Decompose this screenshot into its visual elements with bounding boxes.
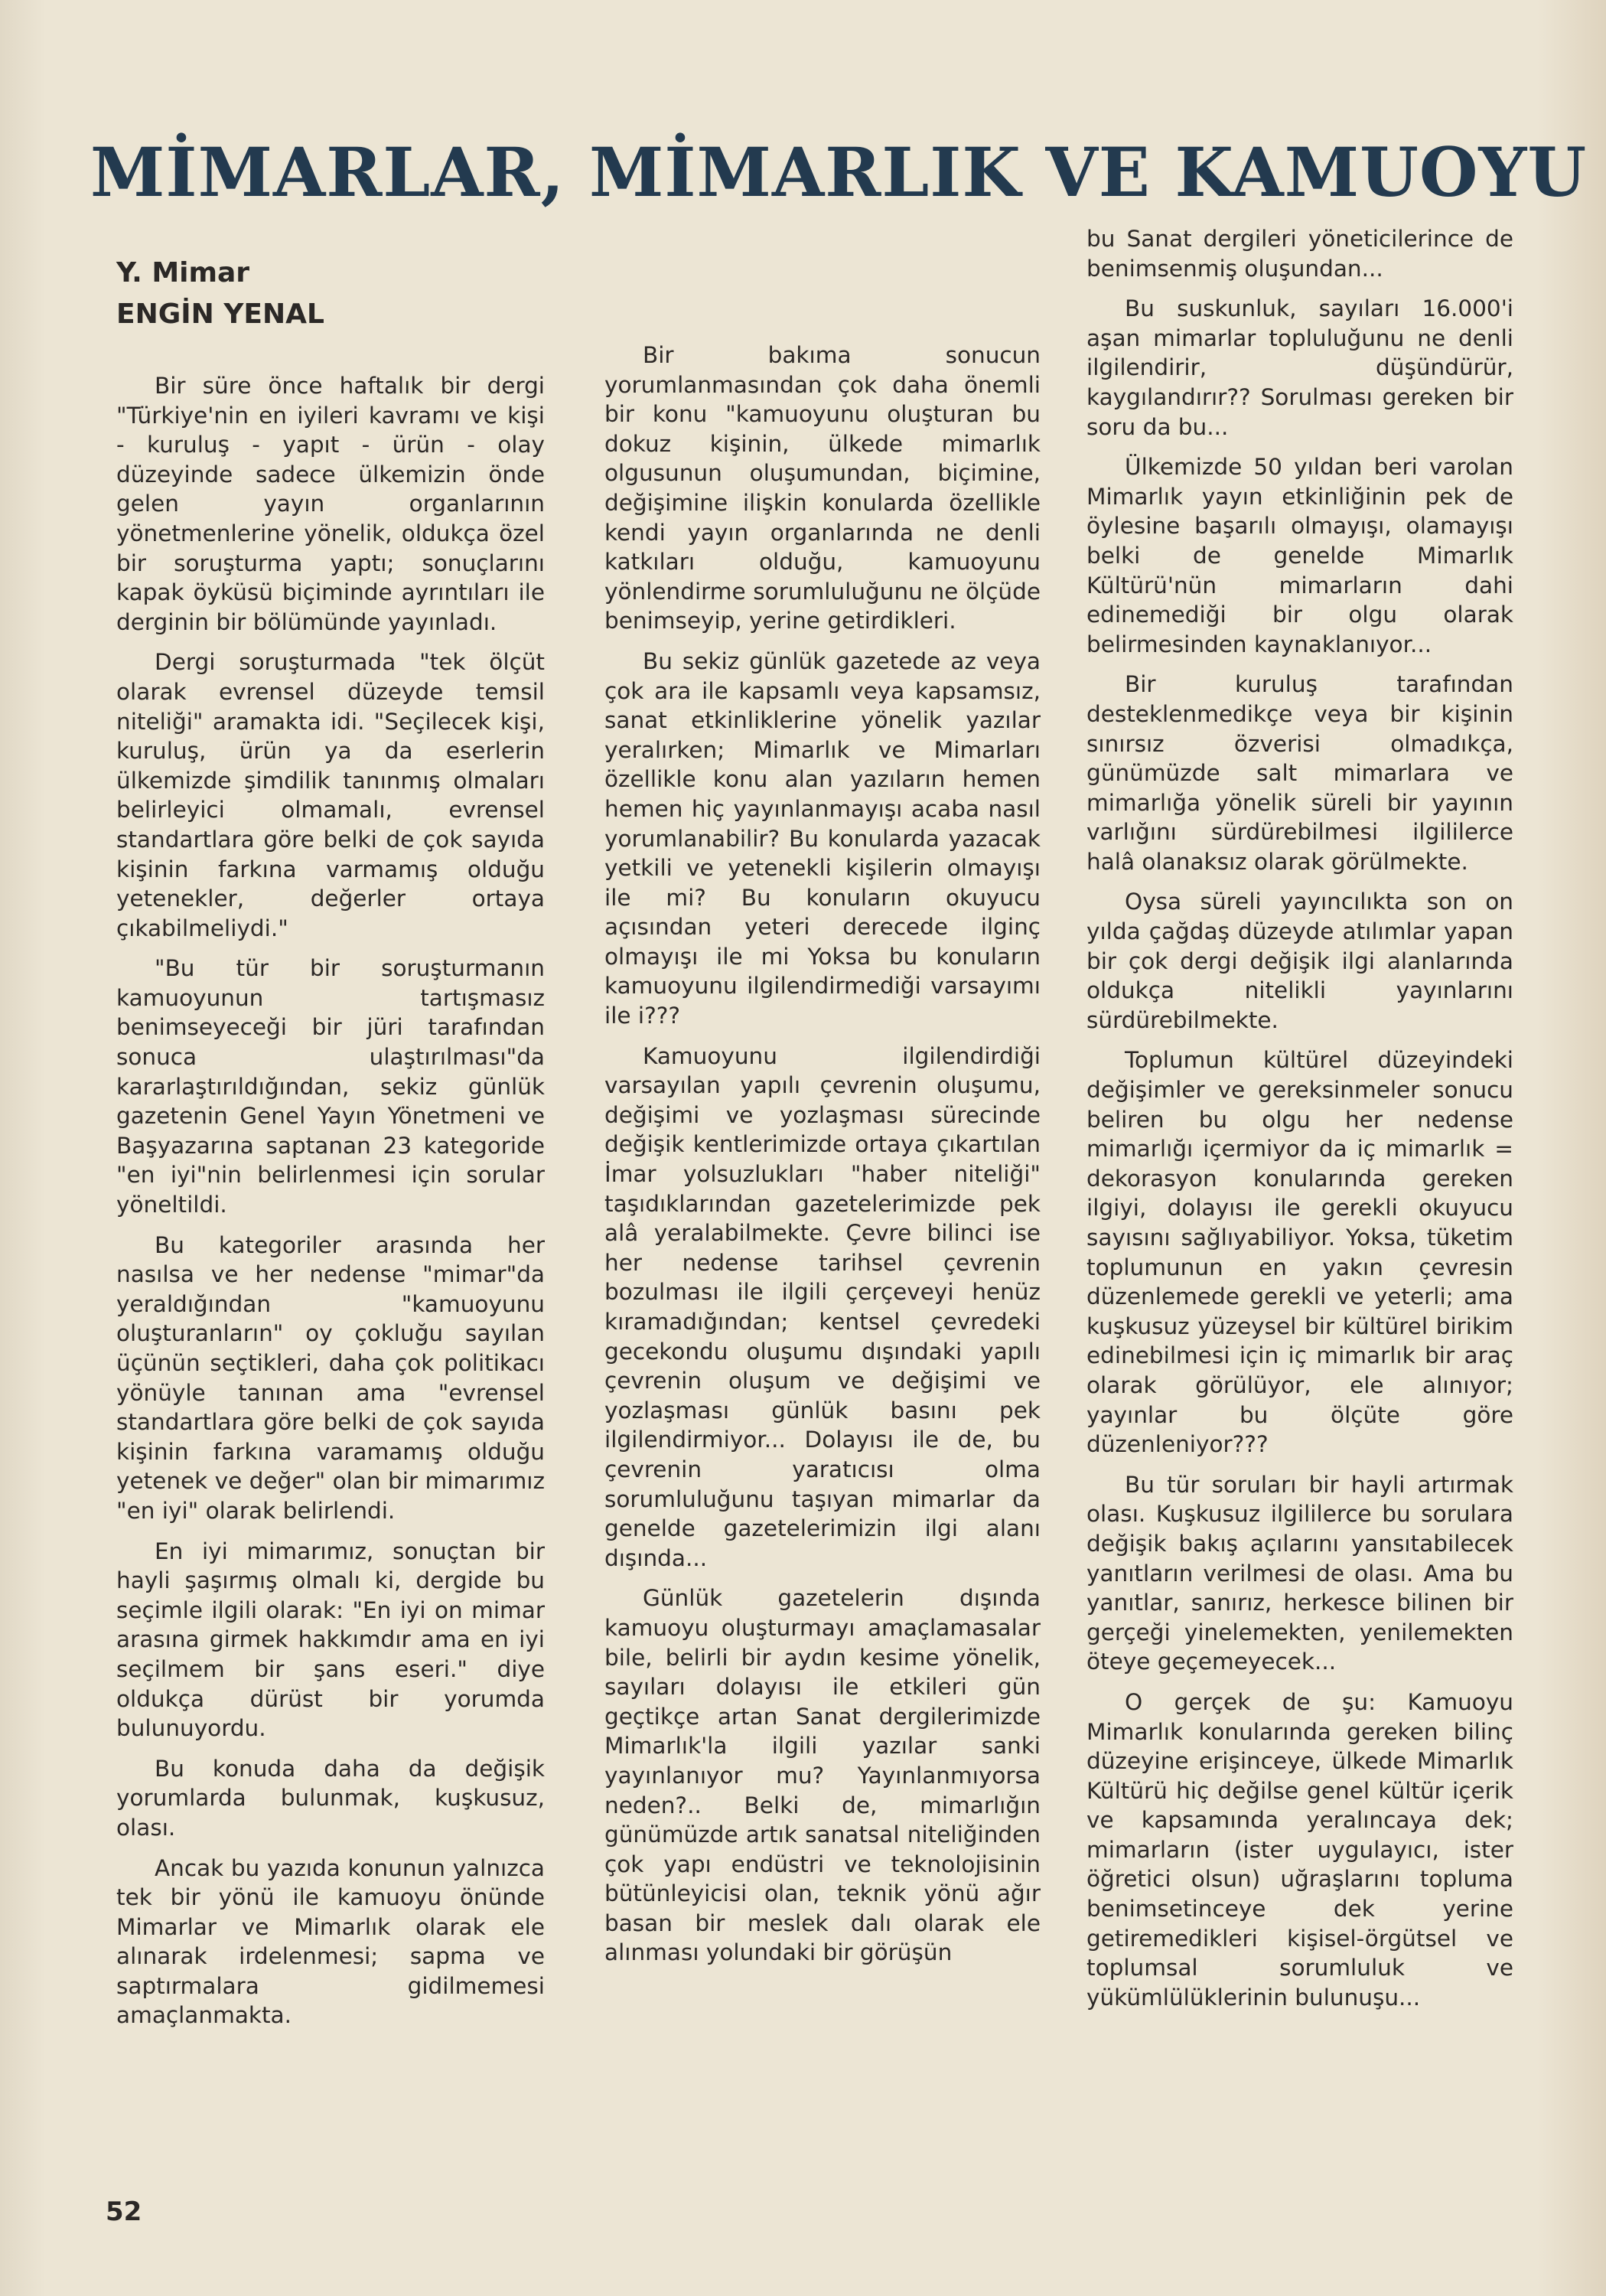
paragraph: Bu sekiz günlük gazetede az veya çok ara ile kapsamlı veya kapsamsız, sanat etkinliklerine yönelik yazılar yeralırken; Mimarlık ve Mimarları özellikle konu alan yazıların hemen hemen hiç yayınlanmayışı acaba nasıl yorumlanabilir? Bu konularda yazacak yetkili ve yetenekli kişilerin olmayışı ile mi? Bu konuların okuyucu açısından yeteri derecede ilginç olmayışı ile mi Yoksa bu konuların kamuoyunu ilgilendirmediği varsayımı ile i??? [604,647,1041,1029]
paragraph: O gerçek de şu: Kamuoyu Mimarlık konularında gereken bilinç düzeyine erişinceye, ülkede Mimarlık Kültürü hiç değilse genel kültür içerik ve kapsamında yeralıncaya dek; mimarların (ister uygulayıcı, ister öğretici olsun) uğraşlarını topluma benimsetinceye dek yerine getiremedikleri kişisel-örgütsel ve toplumsal sorumluluk ve yükümlülüklerinin bulunuşu... [1086,1688,1513,2011]
paragraph: Ancak bu yazıda konunun yalnızca tek bir yönü ile kamuoyu önünde Mimarlar ve Mimarlık olarak ele alınarak irdelenmesi; sapma ve saptırmalara gidilmemesi amaçlanmakta. [116,1854,545,2029]
text-column-3 [1086,224,1513,2023]
paragraph: Kamuoyunu ilgilendirdiği varsayılan yapılı çevrenin oluşumu, değişimi ve yozlaşması sürecinde değişik kentlerimizde ortaya çıkartılan İmar yolsuzlukları "haber niteliği" taşıdıklarından gazetelerimizde pek alâ yeralabilmekte. Çevre bilinci ise her nedense tarihsel çevrenin bozulması ile ilgili çerçeveyi henüz kıramadığından; kentsel çevredeki gecekondu oluşumu dışındaki yapılı çevrenin oluşum ve değişimi ve yozlaşması günlük basını pek ilgilendirmiyor... Dolayısı ile de, bu çevrenin yaratıcısı olma sorumluluğunu taşıyan mimarlar da genelde gazetelerimizin ilgi alanı dışında... [604,1042,1041,1571]
paragraph: "Bu tür bir soruşturmanın kamuoyunun tartışmasız benimseyeceği bir jüri tarafından sonuca ulaştırılması"da kararlaştırıldığından, sekiz günlük gazetenin Genel Yayın Yönetmeni ve Başyazarına saptanan 23 kategoride "en iyi"nin belirlenmesi için sorular yöneltildi. [116,955,545,1218]
paragraph: Günlük gazetelerin dışında kamuoyu oluşturmayı amaçlamasalar bile, belirli bir aydın kesime yönelik, sayıları dolayısı ile etkileri gün geçtikçe artan Sanat dergilerimizde Mimarlık'la ilgili yazılar sanki yayınlanıyor mu? Yayınlanmıyorsa neden?.. Belki de, mimarlığın günümüzde artık sanatsal niteliğinden çok yapı endüstri ve teknolojisinin bütünleyicisi olan, teknik yönü ağır basan bir meslek dalı olarak ele alınması yolundaki bir görüşün [604,1585,1041,1966]
paragraph: Bir süre önce haftalık bir dergi "Türkiye'nin en iyileri kavramı ve kişi - kuruluş - yapıt - ürün - olay düzeyinde sadece ülkemizin önde gelen yayın organlarının yönetmenlerine yönelik, oldukça özel bir soruşturma yaptı; sonuçlarını kapak öyküsü biçiminde ayrıntıları ile derginin bir bölümünde yayınladı. [116,373,545,635]
page-number: 52 [106,2197,142,2227]
paragraph: Ülkemizde 50 yıldan beri varolan Mimarlık yayın etkinliğinin pek de öylesine başarılı olmayışı, olamayışı belki de genelde Mimarlık Kültürü'nün mimarların dahi edinemediği bir olgu olarak belirmesinden kaynaklanıyor... [1086,454,1513,657]
paragraph: Bu konuda daha da değişik yorumlarda bulunmak, kuşkusuz, olası. [116,1755,545,1841]
author-name: ENGİN YENAL [116,298,324,330]
author-block [116,253,591,335]
text-column-2 [604,341,1041,1978]
paragraph: Bu kategoriler arasında her nasılsa ve her nedense "mimar"da yeraldığından "kamuoyunu oluşturanların" oy çokluğu sayılan üçünün seçtikleri, daha çok politikacı yönüyle tanınan ama "evrensel standartlara göre belki de çok sayıda kişinin farkına varamamış olduğu yetenek ve değer" olan bir mimarımız "en iyi" olarak belirlendi. [116,1231,545,1524]
author-title: Y. Mimar [116,257,250,289]
article-title: MİMARLAR, MİMARLIK VE KAMUOYU [90,132,1588,212]
paragraph: Dergi soruşturmada "tek ölçüt olarak evrensel düzeyde temsil niteliği" aramakta idi. "Seçilecek kişi, kuruluş, ürün ya da eserlerin ülkemizde şimdilik tanınmış olmaları belirleyici olmamalı, evrensel standartlara göre belki de çok sayıda kişinin farkına varmamış olduğu yetenekler, değerler ortaya çıkabilmeliydi." [116,649,545,941]
text-column-1 [116,371,545,2041]
paragraph: En iyi mimarımız, sonuçtan bir hayli şaşırmış olmalı ki, dergide bu seçimle ilgili olarak: "En iyi on mimar arasına girmek hakkımdır ama en iyi seçilmem bir şans eseri." diye oldukça dürüst bir yorumda bulunuyordu. [116,1538,545,1742]
paragraph: Toplumun kültürel düzeyindeki değişimler ve gereksinmeler sonucu beliren bu olgu her nedense mimarlığı içermiyor da iç mimarlık = dekorasyon konularında gereken ilgiyi, dolayısı ile gerekli okuyucu sayısını sağlıyabiliyor. Yoksa, tüketim toplumunun en yakın çevresin düzenlemede gerekli ve yeterli; ama kuşkusuz yüzeysel bir kültürel birikim edinebilmesi için iç mimarlık bir araç olarak görülüyor, ele alınıyor; yayınlar bu ölçüte göre düzenleniyor??? [1086,1047,1513,1458]
paragraph: Bir kuruluş tarafından desteklenmedikçe veya bir kişinin sınırsız özverisi olmadıkça, günümüzde salt mimarlara ve mimarlığa yönelik süreli bir yayının varlığını sürdürebilmesi ilgililerce halâ olanaksız olarak görülmekte. [1086,671,1513,875]
paragraph: Bir bakıma sonucun yorumlanmasından çok daha önemli bir konu "kamuoyunu oluşturan bu dokuz kişinin, ülkede mimarlık olgusunun oluşumundan, biçimine, değişimine ilişkin konularda özellikle kendi yayın organlarında ne denli katkıları olduğu, kamuoyunu yönlendirme sorumluluğunu ne ölçüde benimseyip, yerine getirdikleri. [604,342,1041,634]
paragraph: bu Sanat dergileri yöneticilerince de benimsenmiş oluşundan... [1086,226,1513,282]
paragraph: Bu suskunluk, sayıları 16.000'i aşan mimarlar topluluğunu ne denli ilgilendirir, düşündürür, kaygılandırır?? Sorulması gereken bir soru da bu... [1086,295,1513,440]
paragraph: Oysa süreli yayıncılıkta son on yılda çağdaş düzeyde atılımlar yapan bir çok dergi değişik ilgi alanlarında oldukça nitelikli yayınlarını sürdürebilmekte. [1086,889,1513,1033]
paragraph: Bu tür soruları bir hayli artırmak olası. Kuşkusuz ilgililerce bu sorulara değişik bakış açılarını yansıtabilecek yanıtların verilmesi de olası. Ama bu yanıtlar, sanırız, herkesce bilinen bir gerçeği yinelemekten, yenilemekten öteye geçemeyecek... [1086,1471,1513,1675]
